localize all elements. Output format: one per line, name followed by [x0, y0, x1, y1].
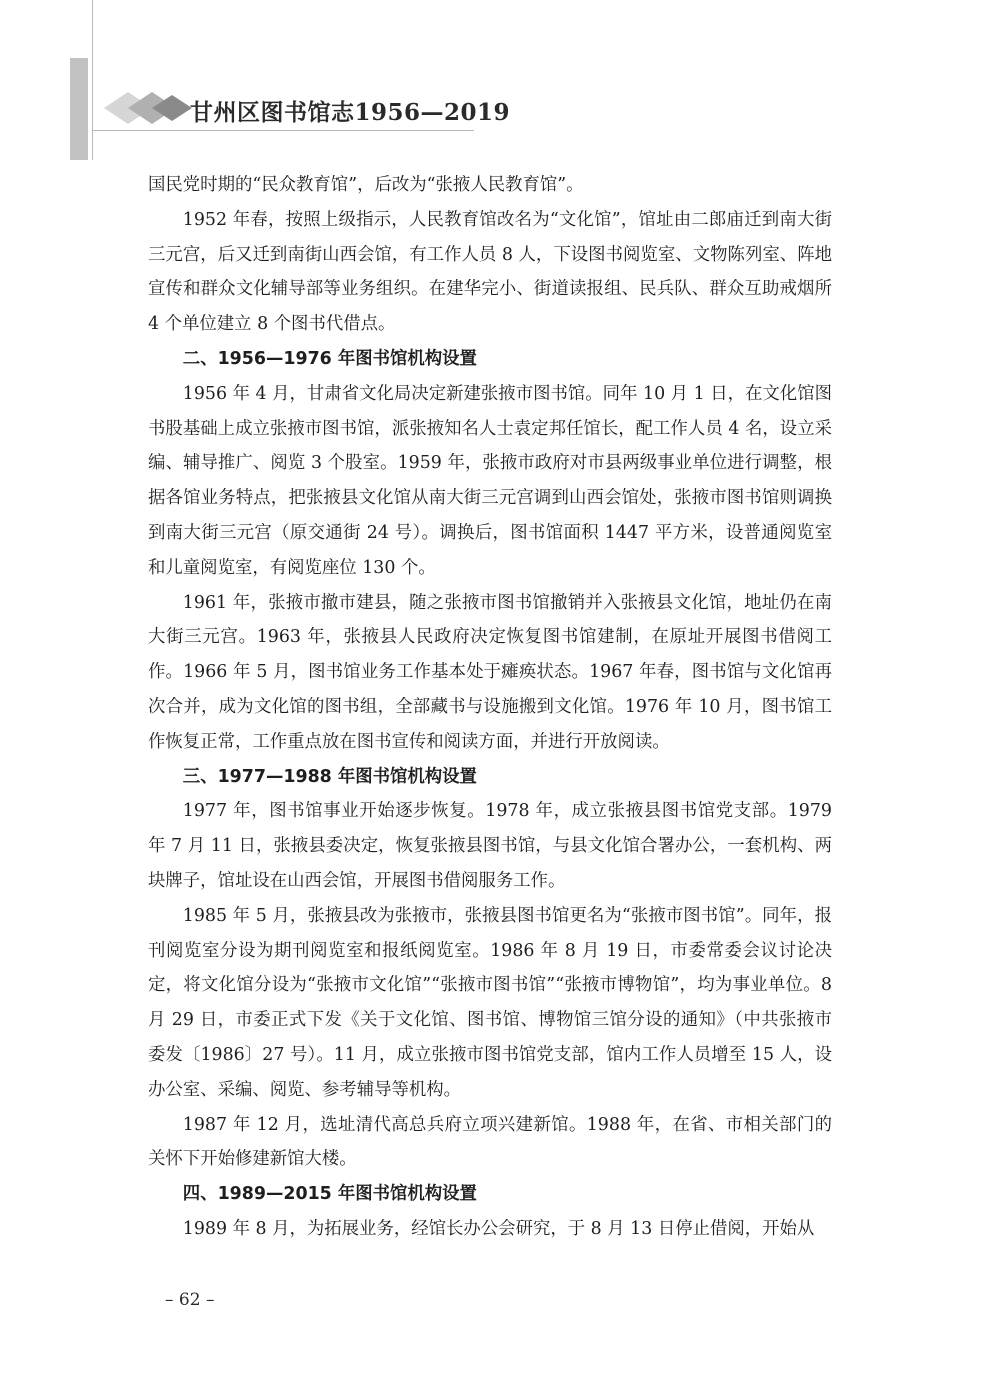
- paragraph: 1989 年 8 月，为拓展业务，经馆长办公会研究，于 8 月 13 日停止借阅，开始从: [182, 1218, 815, 1239]
- paragraph: 1977 年，图书馆事业开始逐步恢复。1978 年，成立张掖县图书馆党支部。1979 年 7 月 11 日，张掖县委决定，恢复张掖县图书馆，与县文化馆合署办公，一套机构、两块牌子，馆址设在山西会馆，开展图书借阅服务工作。: [148, 801, 832, 891]
- paragraph: 1961 年，张掖市撤市建县，随之张掖市图书馆撤销并入张掖县文化馆，地址仍在南大街三元宫。1963 年，张掖县人民政府决定恢复图书馆建制，在原址开展图书借阅工作。1966 年 5 月，图书馆业务工作基本处于瘫痪状态。1967 年春，图书馆与文化馆再次合并，成为文化馆的图书组，全部藏书与设施搬到文化馆。1976 年 10 月，图书馆工作恢复正常，工作重点放在图书宣传和阅读方面，并进行开放阅读。: [148, 592, 832, 752]
- header-vertical-rule: [92, 0, 93, 160]
- header-horizontal-rule: [92, 130, 474, 131]
- paragraph: 1985 年 5 月，张掖县改为张掖市，张掖县图书馆更名为“张掖市图书馆”。同年，报刊阅览室分设为期刊阅览室和报纸阅览室。1986 年 8 月 19 日，市委常委会议讨论决定，将文化馆分设为“张掖市文化馆”“张掖市图书馆”“张掖市博物馆”，均为事业单位。8 月 29 日，市委正式下发《关于文化馆、图书馆、博物馆三馆分设的通知》（中共张掖市委发〔1986〕27 号）。11 月，成立张掖市图书馆党支部，馆内工作人员增至 15 人，设办公室、采编、阅览、参考辅导等机构。: [148, 905, 832, 1100]
- header-diamond-ornament: [102, 88, 198, 128]
- paragraph: 国民党时期的“民众教育馆”，后改为“张掖人民教育馆”。: [148, 175, 584, 195]
- section-heading: 三、1977—1988 年图书馆机构设置: [182, 766, 477, 787]
- paragraph: 1952 年春，按照上级指示，人民教育馆改名为“文化馆”，馆址由二郎庙迁到南大街三元宫，后又迁到南街山西会馆，有工作人员 8 人，下设图书阅览室、文物陈列室、阵地宣传和群众文化辅导部等业务组织。在建华完小、街道读报组、民兵队、群众互助戒烟所 4 个单位建立 8 个图书代借点。: [148, 209, 832, 335]
- paragraph: 1956 年 4 月，甘肃省文化局决定新建张掖市图书馆。同年 10 月 1 日，在文化馆图书股基础上成立张掖市图书馆，派张掖知名人士袁定邦任馆长，配工作人员 4 名，设立采编、辅导推广、阅览 3 个股室。1959 年，张掖市政府对市县两级事业单位进行调整，根据各馆业务特点，把张掖县文化馆从南大街三元宫调到山西会馆处，张掖市图书馆则调换到南大街三元宫（原交通街 24 号）。调换后，图书馆面积 1447 平方米，设普通阅览室和儿童阅览室，有阅览座位 130 个。: [148, 383, 832, 578]
- section-heading: 四、1989—2015 年图书馆机构设置: [182, 1184, 477, 1205]
- section-heading: 二、1956—1976 年图书馆机构设置: [182, 348, 477, 369]
- page-body: [148, 168, 832, 1247]
- running-header-title: 甘州区图书馆志1956—2019: [190, 99, 511, 126]
- header-side-bar: [70, 58, 88, 160]
- paragraph: 1987 年 12 月，选址清代高总兵府立项兴建新馆。1988 年，在省、市相关部门的关怀下开始修建新馆大楼。: [148, 1114, 832, 1170]
- page-number: – 62 –: [165, 1290, 215, 1310]
